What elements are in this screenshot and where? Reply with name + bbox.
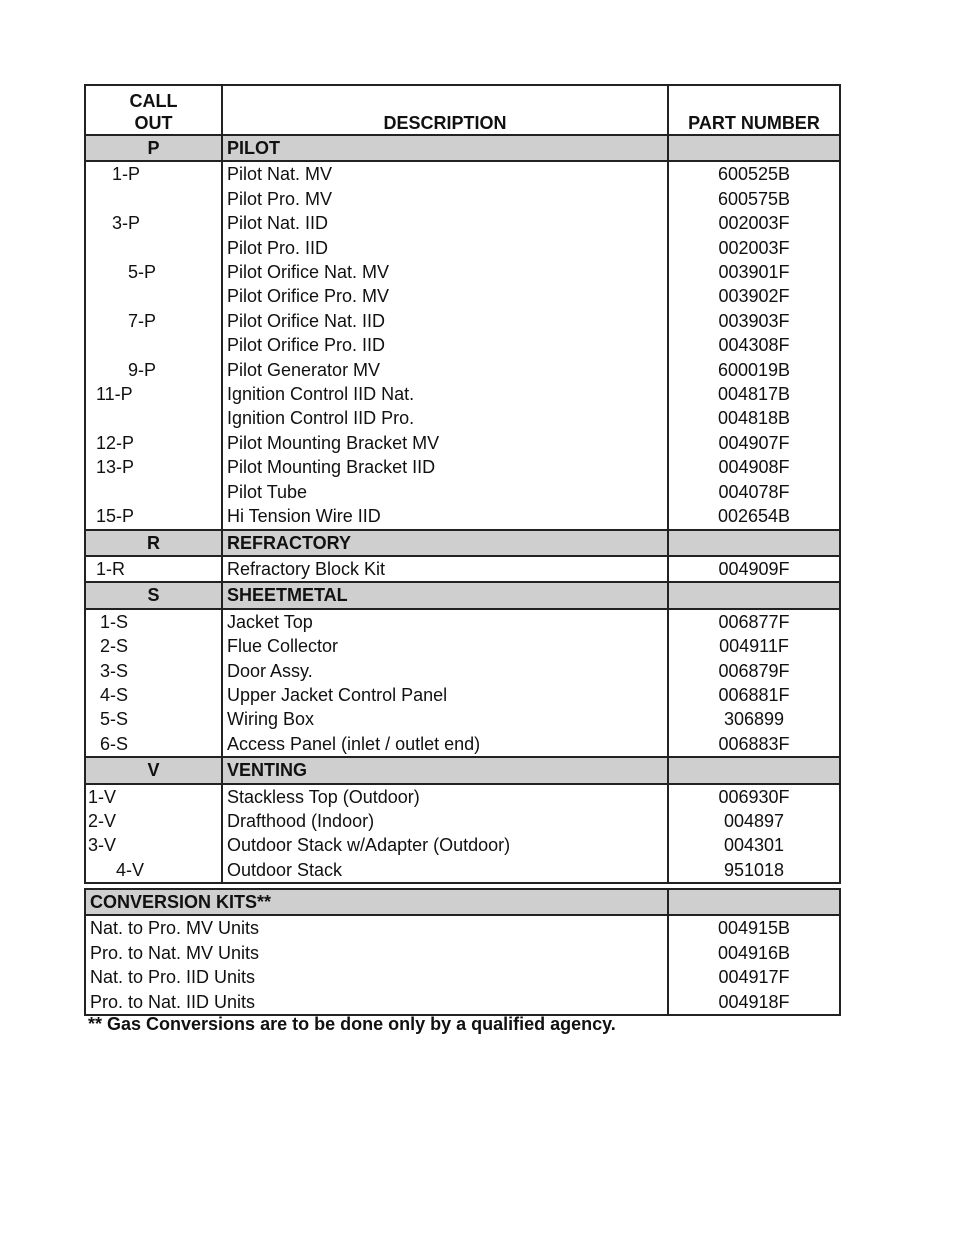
section-code: R xyxy=(85,530,222,556)
part-number-cell: 006879F xyxy=(668,659,840,683)
callout-text: 5-S xyxy=(100,709,129,730)
table-row xyxy=(85,634,840,658)
table-row xyxy=(85,358,840,382)
callout-text: 15-P xyxy=(96,506,135,527)
conversion-part-number-cell: 004917F xyxy=(668,965,840,989)
callout-cell xyxy=(85,236,222,260)
part-number-cell: 004897 xyxy=(668,809,840,833)
table-row xyxy=(85,333,840,357)
description-cell: Flue Collector xyxy=(222,634,668,658)
table-row xyxy=(85,941,840,965)
section-code: P xyxy=(85,135,222,161)
section-name: REFRACTORY xyxy=(222,530,668,556)
callout-cell xyxy=(85,382,222,406)
section-name: SHEETMETAL xyxy=(222,582,668,608)
description-cell: Drafthood (Indoor) xyxy=(222,809,668,833)
description-cell: Door Assy. xyxy=(222,659,668,683)
part-number-cell: 004908F xyxy=(668,455,840,479)
table-row xyxy=(85,809,840,833)
table-row xyxy=(85,260,840,284)
section-row xyxy=(85,582,840,608)
callout-cell xyxy=(85,659,222,683)
table-row xyxy=(85,707,840,731)
section-part-blank xyxy=(668,757,840,783)
description-cell: Access Panel (inlet / outlet end) xyxy=(222,732,668,757)
conversion-part-number-cell: 004916B xyxy=(668,941,840,965)
callout-text: 11-P xyxy=(96,384,133,405)
callout-cell xyxy=(85,707,222,731)
description-cell: Upper Jacket Control Panel xyxy=(222,683,668,707)
table-row xyxy=(85,833,840,857)
section-row xyxy=(85,530,840,556)
table-row xyxy=(85,187,840,211)
part-number-cell: 006883F xyxy=(668,732,840,757)
callout-header-line1: CALL xyxy=(129,91,178,111)
conversion-description-cell: Nat. to Pro. MV Units xyxy=(85,915,668,940)
callout-text: 1-R xyxy=(96,558,126,579)
callout-cell xyxy=(85,358,222,382)
callout-header xyxy=(85,85,222,135)
table-row xyxy=(85,965,840,989)
description-cell: Pilot Mounting Bracket IID xyxy=(222,455,668,479)
section-part-blank xyxy=(668,135,840,161)
conversion-kits-table xyxy=(84,888,841,1016)
description-cell: Pilot Nat. MV xyxy=(222,161,668,186)
conversion-part-number-cell: 004915B xyxy=(668,915,840,940)
description-cell: Pilot Orifice Pro. MV xyxy=(222,284,668,308)
callout-text: 3-V xyxy=(88,835,117,856)
conversion-kits-header-blank xyxy=(668,889,840,915)
part-number-header: PART NUMBER xyxy=(668,85,840,135)
description-cell: Hi Tension Wire IID xyxy=(222,504,668,529)
description-cell: Pilot Tube xyxy=(222,480,668,504)
callout-text: 4-V xyxy=(116,859,145,880)
parts-table xyxy=(84,84,841,884)
table-row xyxy=(85,284,840,308)
callout-cell xyxy=(85,480,222,504)
callout-text: 9-P xyxy=(128,359,157,380)
description-cell: Jacket Top xyxy=(222,609,668,634)
callout-text: 2-V xyxy=(88,810,117,831)
table-row xyxy=(85,406,840,430)
callout-text: 1-S xyxy=(100,611,129,632)
part-number-cell: 004909F xyxy=(668,556,840,582)
part-number-cell: 004308F xyxy=(668,333,840,357)
callout-cell xyxy=(85,504,222,529)
description-cell: Pilot Mounting Bracket MV xyxy=(222,431,668,455)
section-name: PILOT xyxy=(222,135,668,161)
description-cell: Pilot Orifice Nat. IID xyxy=(222,309,668,333)
section-row xyxy=(85,757,840,783)
callout-cell xyxy=(85,309,222,333)
description-cell: Refractory Block Kit xyxy=(222,556,668,582)
part-number-cell: 002654B xyxy=(668,504,840,529)
callout-cell xyxy=(85,634,222,658)
part-number-cell: 003901F xyxy=(668,260,840,284)
conversion-description-cell: Pro. to Nat. IID Units xyxy=(85,990,668,1015)
table-row xyxy=(85,556,840,582)
callout-cell xyxy=(85,260,222,284)
callout-text: 1-V xyxy=(88,786,117,807)
callout-text: 7-P xyxy=(128,310,157,331)
conversion-description-cell: Pro. to Nat. MV Units xyxy=(85,941,668,965)
part-number-cell: 006877F xyxy=(668,609,840,634)
callout-cell xyxy=(85,431,222,455)
description-cell: Pilot Orifice Pro. IID xyxy=(222,333,668,357)
table-row xyxy=(85,609,840,634)
conversion-kits-header-row xyxy=(85,889,840,915)
callout-cell xyxy=(85,609,222,634)
table-row xyxy=(85,211,840,235)
description-cell: Pilot Nat. IID xyxy=(222,211,668,235)
table-row xyxy=(85,504,840,529)
callout-cell xyxy=(85,406,222,430)
part-number-cell: 006930F xyxy=(668,784,840,809)
table-row xyxy=(85,683,840,707)
callout-cell xyxy=(85,161,222,186)
callout-text: 3-P xyxy=(112,213,141,234)
table-row xyxy=(85,236,840,260)
section-name: VENTING xyxy=(222,757,668,783)
callout-text: 3-S xyxy=(100,660,129,681)
table-row xyxy=(85,480,840,504)
part-number-cell: 600525B xyxy=(668,161,840,186)
table-row xyxy=(85,382,840,406)
conversion-part-number-cell: 004918F xyxy=(668,990,840,1015)
part-number-cell: 600019B xyxy=(668,358,840,382)
part-number-cell: 004907F xyxy=(668,431,840,455)
description-cell: Outdoor Stack w/Adapter (Outdoor) xyxy=(222,833,668,857)
part-number-cell: 600575B xyxy=(668,187,840,211)
table-row xyxy=(85,858,840,883)
part-number-cell: 002003F xyxy=(668,211,840,235)
description-cell: Outdoor Stack xyxy=(222,858,668,883)
callout-cell xyxy=(85,833,222,857)
description-cell: Pilot Pro. IID xyxy=(222,236,668,260)
callout-cell xyxy=(85,211,222,235)
callout-cell xyxy=(85,284,222,308)
section-code: S xyxy=(85,582,222,608)
part-number-cell: 004911F xyxy=(668,634,840,658)
conversion-kits-title: CONVERSION KITS** xyxy=(85,889,668,915)
description-header: DESCRIPTION xyxy=(222,85,668,135)
callout-text: 1-P xyxy=(112,164,141,185)
description-cell: Ignition Control IID Pro. xyxy=(222,406,668,430)
table-row xyxy=(85,309,840,333)
callout-cell xyxy=(85,784,222,809)
description-cell: Pilot Generator MV xyxy=(222,358,668,382)
table-row xyxy=(85,431,840,455)
table-row xyxy=(85,161,840,186)
callout-text: 13-P xyxy=(96,457,135,478)
part-number-cell: 002003F xyxy=(668,236,840,260)
part-number-cell: 004818B xyxy=(668,406,840,430)
section-part-blank xyxy=(668,582,840,608)
callout-cell xyxy=(85,809,222,833)
part-number-cell: 306899 xyxy=(668,707,840,731)
callout-cell xyxy=(85,732,222,757)
part-number-cell: 951018 xyxy=(668,858,840,883)
part-number-cell: 004301 xyxy=(668,833,840,857)
callout-text: 2-S xyxy=(100,636,129,657)
header-row xyxy=(85,85,840,135)
callout-text: 5-P xyxy=(128,262,157,283)
table-row xyxy=(85,915,840,940)
conversion-description-cell: Nat. to Pro. IID Units xyxy=(85,965,668,989)
callout-cell xyxy=(85,333,222,357)
section-part-blank xyxy=(668,530,840,556)
description-cell: Pilot Pro. MV xyxy=(222,187,668,211)
description-cell: Pilot Orifice Nat. MV xyxy=(222,260,668,284)
part-number-cell: 004078F xyxy=(668,480,840,504)
part-number-cell: 004817B xyxy=(668,382,840,406)
description-cell: Ignition Control IID Nat. xyxy=(222,382,668,406)
section-row xyxy=(85,135,840,161)
table-row xyxy=(85,455,840,479)
description-cell: Stackless Top (Outdoor) xyxy=(222,784,668,809)
description-cell: Wiring Box xyxy=(222,707,668,731)
callout-header-line2: OUT xyxy=(134,113,173,133)
part-number-cell: 003902F xyxy=(668,284,840,308)
callout-cell xyxy=(85,683,222,707)
table-row xyxy=(85,990,840,1015)
part-number-cell: 003903F xyxy=(668,309,840,333)
table-row xyxy=(85,784,840,809)
table-row xyxy=(85,659,840,683)
callout-cell xyxy=(85,455,222,479)
part-number-cell: 006881F xyxy=(668,683,840,707)
callout-cell xyxy=(85,556,222,582)
callout-cell xyxy=(85,858,222,883)
table-row xyxy=(85,732,840,757)
callout-cell xyxy=(85,187,222,211)
section-code: V xyxy=(85,757,222,783)
callout-text: 6-S xyxy=(100,733,129,754)
callout-text: 4-S xyxy=(100,684,129,705)
gas-conversion-footnote: ** Gas Conversions are to be done only by a qualified agency. xyxy=(88,1014,616,1034)
callout-text: 12-P xyxy=(96,432,135,453)
